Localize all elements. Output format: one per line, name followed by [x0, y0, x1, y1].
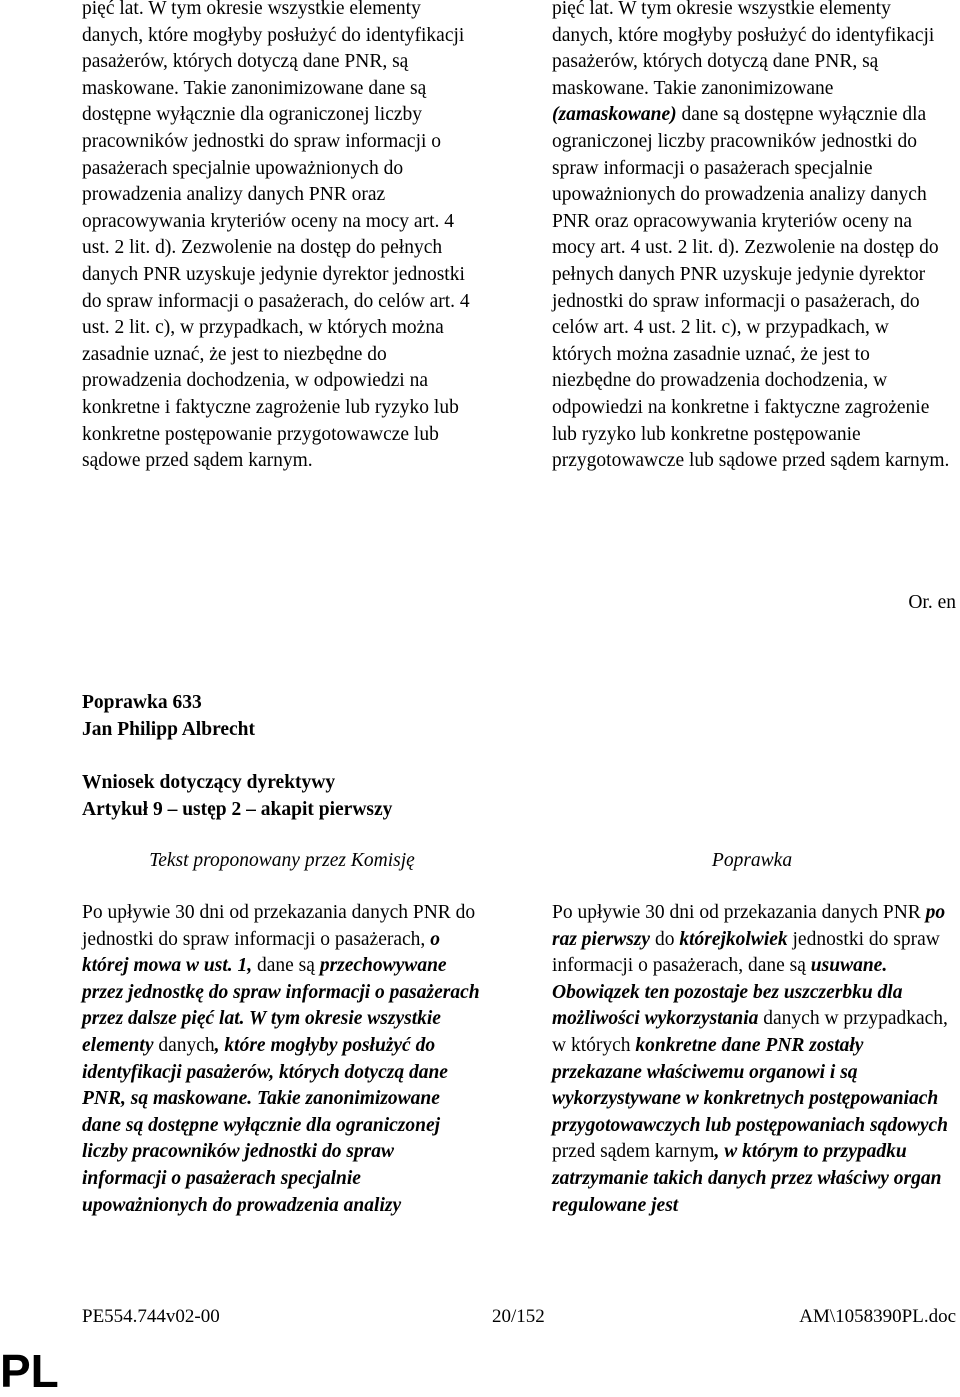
footer-page-number: 20/152 — [492, 1306, 545, 1327]
amendment-author: Jan Philipp Albrecht — [82, 719, 256, 740]
amendment-text-column — [552, 900, 952, 1219]
right-text-2-emphasis: po raz pierwszy — [552, 902, 946, 950]
left-text-1: Po upływie 30 dni od przekazania danych PNR do jednostki do spraw informacji o pasażerach, — [82, 902, 476, 950]
right-text-6-emphasis: usuwane. Obowiązek ten pozostaje bez uszczerbku dla możliwości wykorzystania — [552, 955, 903, 1030]
top-right-paragraph — [552, 0, 952, 475]
right-text-4-emphasis: którejkolwiek — [679, 928, 788, 950]
right-text-7: danych w przypadkach, w których — [552, 1008, 948, 1056]
top-right-text-3: dane są dostępne wyłącznie dla ograniczonej liczby pracowników jednostki do spraw informacji o pasażerach specjalnie upoważnionych do prowadzenia analizy danych PNR oraz opracowywania kryteriów oceny na mocy art. 4 ust. 2 lit. d). Zezwolenie na dostęp do pełnych danych PNR uzyskuje jedynie dyrektor jednostki do spraw informacji o pasażerach, do celów art. 4 ust. 2 lit. c), w przypadkach, w których można zasadnie uznać, że jest to niezbędne do prowadzenia dochodzenia, w odpowiedzi na konkretne i faktyczne zagrożenie lub ryzyko lub konkretne postępowanie przygotowawcze lub sądowe przed sądem karnym. — [552, 104, 950, 472]
commission-text-paragraph — [82, 900, 482, 1219]
amendment-number: Poprawka 633 — [82, 692, 202, 713]
original-language-label: Or. en — [908, 592, 956, 613]
commission-text-column — [82, 900, 482, 1219]
language-code: PL — [0, 1345, 59, 1397]
right-text-3: do — [650, 928, 680, 950]
top-right-text-block — [552, 0, 952, 475]
left-text-6-emphasis: , które mogłyby posłużyć do identyfikacji pasażerów, których dotyczą dane PNR, są maskowane. Takie zanonimizowane dane są dostępne wyłącznie dla ograniczonej liczby pracowników jednostki do spraw informacji o pasażerach specjalnie upoważnionych do prowadzenia analizy — [82, 1034, 448, 1216]
left-text-3: dane są — [252, 955, 320, 977]
article-reference: Artykuł 9 – ustęp 2 – akapit pierwszy — [82, 799, 393, 820]
left-text-4-emphasis: przechowywane przez jednostkę do spraw informacji o pasażerach przez dalsze pięć lat. W tym okresie wszystkie elementy — [82, 955, 480, 1056]
right-text-8-emphasis: konkretne dane PNR zostały przekazane właściwemu organowi i są wykorzystywane w konkretnych postępowaniach przygotowawczych lub postępowaniach sądowych — [552, 1034, 948, 1136]
right-text-9: przed sądem karnym — [552, 1141, 715, 1163]
left-text-2-emphasis: o której mowa w ust. 1, — [82, 928, 440, 977]
right-text-1: Po upływie 30 dni od przekazania danych PNR — [552, 902, 926, 923]
footer-file-name: AM\1058390PL.doc — [799, 1306, 956, 1327]
right-text-5: jednostki do spraw informacji o pasażerach, dane są — [552, 928, 940, 977]
amendment-header — [82, 689, 255, 743]
footer-doc-reference: PE554.744v02-00 — [82, 1306, 220, 1327]
proposal-reference — [82, 769, 392, 823]
left-text-5: danych — [153, 1034, 215, 1056]
top-right-text-1: pięć lat. W tym okresie wszystkie elementy danych, które mogłyby posłużyć do identyfikacji pasażerów, których dotyczą dane PNR, są maskowane. Takie zanonimizowane — [552, 0, 935, 99]
left-column-title: Tekst proponowany przez Komisję — [149, 850, 415, 871]
top-right-text-2-emphasis: (zamaskowane) — [552, 104, 677, 126]
top-left-text-block — [82, 0, 482, 475]
top-left-paragraph: pięć lat. W tym okresie wszystkie elementy danych, które mogłyby posłużyć do identyfikacji pasażerów, których dotyczą dane PNR, są maskowane. Takie zanonimizowane dane są dostępne wyłącznie dla ograniczonej liczby pracowników jednostki do spraw informacji o pasażerach specjalnie upoważnionych do prowadzenia analizy danych PNR oraz opracowywania kryteriów oceny na mocy art. 4 ust. 2 lit. d). Zezwolenie na dostęp do pełnych danych PNR uzyskuje jedynie dyrektor jednostki do spraw informacji o pasażerach, do celów art. 4 ust. 2 lit. c), w przypadkach, w których można zasadnie uznać, że jest to niezbędne do prowadzenia dochodzenia, w odpowiedzi na konkretne i faktyczne zagrożenie lub ryzyko lub konkretne postępowanie przygotowawcze lub sądowe przed sądem karnym. — [82, 0, 470, 472]
right-column-title: Poprawka — [711, 850, 793, 871]
amendment-text-paragraph — [552, 900, 952, 1219]
right-text-10-emphasis: , w którym to przypadku zatrzymanie takich danych przez właściwy organ regulowane jest — [552, 1141, 942, 1216]
proposal-title: Wniosek dotyczący dyrektywy — [82, 772, 336, 793]
